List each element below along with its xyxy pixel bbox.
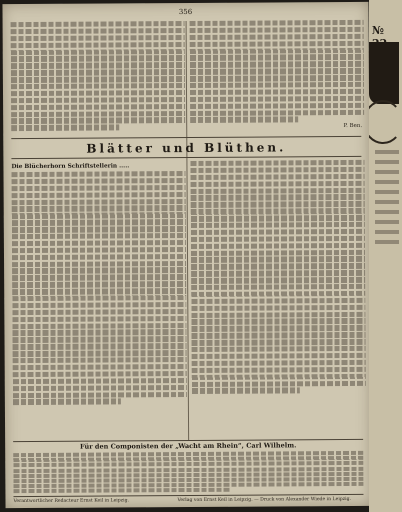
text-line	[375, 240, 399, 244]
text-line	[192, 346, 366, 352]
text-line	[12, 309, 186, 315]
text-line	[191, 249, 365, 255]
text-line	[191, 194, 365, 200]
text-line	[13, 385, 187, 391]
text-line	[191, 174, 365, 180]
text-line	[12, 219, 186, 225]
text-line	[375, 190, 399, 194]
text-line	[190, 96, 364, 102]
text-line	[375, 230, 399, 234]
magazine-page	[2, 2, 371, 508]
text-line	[12, 295, 186, 301]
text-line	[190, 103, 364, 109]
text-line	[191, 270, 365, 276]
text-line	[375, 220, 399, 224]
text-line	[13, 392, 187, 398]
left-column-upper	[11, 21, 186, 132]
text-line	[12, 212, 186, 218]
ornamental-initial-icon	[369, 42, 399, 104]
notice-block	[13, 451, 363, 495]
text-line	[12, 288, 186, 294]
text-line	[375, 180, 399, 184]
text-line	[11, 97, 185, 103]
text-line	[11, 35, 185, 41]
text-line	[191, 291, 365, 297]
text-line	[190, 61, 364, 67]
text-line	[12, 323, 186, 329]
column-signature: P. Ben.	[343, 123, 363, 130]
text-line	[191, 222, 365, 228]
text-line	[191, 332, 365, 338]
text-line	[13, 488, 230, 493]
text-line	[190, 167, 364, 173]
text-line	[12, 185, 186, 191]
text-line	[12, 240, 186, 246]
text-line	[190, 41, 364, 47]
text-line	[375, 170, 399, 174]
text-line	[11, 83, 185, 89]
text-line	[191, 229, 365, 235]
text-line	[190, 109, 364, 115]
text-line	[375, 200, 399, 204]
text-line	[12, 233, 186, 239]
text-line	[11, 21, 185, 27]
facing-page-text	[371, 150, 399, 250]
section-title: Blätter und Blüthen.	[86, 140, 287, 156]
text-line	[12, 261, 186, 267]
text-line	[13, 399, 121, 405]
ornamental-vine-icon	[369, 100, 402, 144]
text-line	[191, 256, 365, 262]
text-line	[375, 210, 399, 214]
text-line	[11, 125, 119, 131]
text-line	[13, 357, 187, 363]
text-line	[190, 27, 364, 33]
text-line	[192, 353, 366, 359]
facing-page-edge	[369, 0, 402, 512]
text-line	[12, 281, 186, 287]
text-line	[11, 90, 185, 96]
text-line	[11, 69, 185, 75]
text-line	[191, 201, 365, 207]
text-line	[190, 20, 364, 26]
text-line	[13, 378, 187, 384]
text-line	[192, 374, 366, 380]
text-line	[11, 49, 185, 55]
text-line	[191, 243, 365, 249]
text-line	[12, 316, 186, 322]
text-line	[13, 343, 187, 349]
text-line	[190, 117, 298, 123]
text-line	[191, 305, 365, 311]
text-line	[192, 388, 300, 394]
text-line	[191, 284, 365, 290]
text-line	[192, 380, 366, 386]
text-line	[190, 160, 364, 166]
left-column-lower	[11, 161, 186, 406]
text-line	[191, 312, 365, 318]
text-line	[13, 364, 187, 370]
text-line	[12, 199, 186, 205]
text-line	[191, 208, 365, 214]
text-line	[12, 205, 186, 211]
notice-title: Für den Componisten der „Wacht am Rhein“, Carl Wilhelm.	[79, 441, 297, 451]
text-line	[192, 367, 366, 373]
text-line	[12, 329, 186, 335]
right-column-upper	[190, 20, 365, 133]
text-line	[191, 187, 365, 193]
text-line	[191, 215, 365, 221]
text-line	[190, 68, 364, 74]
text-line	[191, 236, 365, 242]
text-line	[11, 42, 185, 48]
text-line	[191, 318, 365, 324]
text-line	[191, 263, 365, 269]
text-line	[12, 267, 186, 273]
text-line	[190, 47, 364, 53]
article-heading: Die Blücherhorn Schriftstellerin .....	[11, 163, 130, 171]
text-line	[12, 247, 186, 253]
text-line	[190, 89, 364, 95]
text-line	[190, 54, 364, 60]
text-line	[12, 192, 186, 198]
text-line	[12, 178, 186, 184]
text-line	[190, 82, 364, 88]
footer-publisher: Verlag von Ernst Keil in Leipzig. — Druck von Alexander Wiede in Leipzig.	[177, 497, 352, 504]
text-line	[11, 171, 185, 177]
text-line	[190, 34, 364, 40]
text-line	[11, 111, 185, 117]
text-line	[12, 274, 186, 280]
text-line	[13, 350, 187, 356]
text-line	[11, 28, 185, 34]
text-line	[191, 298, 365, 304]
text-line	[192, 339, 366, 345]
text-line	[11, 104, 185, 110]
text-line	[13, 371, 187, 377]
text-line	[12, 254, 186, 260]
text-line	[11, 62, 185, 68]
text-line	[11, 117, 185, 123]
text-line	[13, 336, 187, 342]
text-line	[191, 325, 365, 331]
text-line	[375, 150, 399, 154]
text-line	[191, 181, 365, 187]
footer-editor: Verantwortlicher Redacteur Ernst Keil in Leipzig.	[13, 498, 130, 505]
text-line	[11, 55, 185, 61]
text-line	[192, 360, 366, 366]
text-line	[190, 75, 364, 81]
text-line	[12, 302, 186, 308]
right-column-lower	[190, 160, 365, 395]
text-line	[12, 226, 186, 232]
text-line	[191, 277, 365, 283]
text-line	[11, 76, 185, 82]
text-line	[13, 482, 363, 488]
page-number: 356	[178, 7, 193, 17]
text-line	[375, 160, 399, 164]
issue-number: №	[372, 24, 384, 37]
